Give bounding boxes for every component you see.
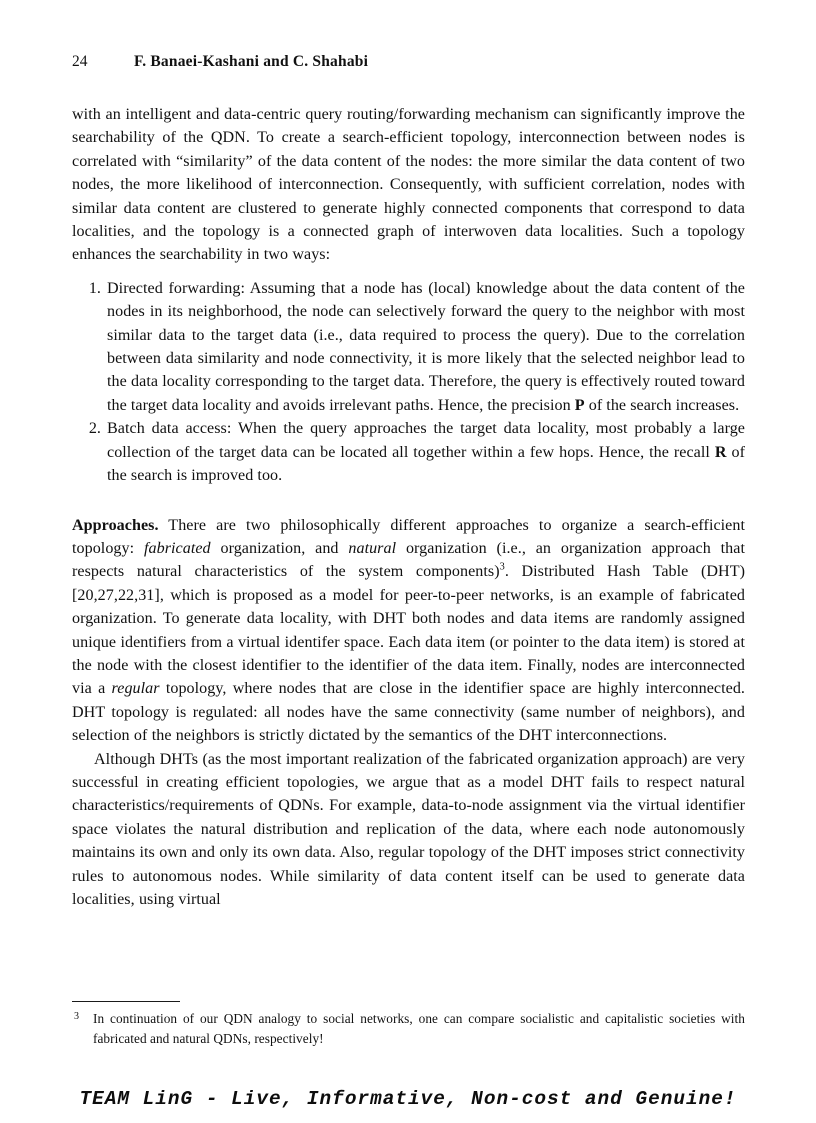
numbered-list	[72, 277, 745, 488]
term-fabricated: fabricated	[143, 539, 211, 557]
list-item-marker: 2.	[88, 420, 101, 438]
spacer	[72, 488, 745, 514]
approaches-seg-2: organization, and	[210, 539, 349, 557]
footnote	[72, 1009, 745, 1048]
precision-symbol: P	[574, 396, 585, 414]
list-item-text-part1: Directed forwarding: Assuming that a node has (local) knowledge about the data content of the nodes in its neighborhood, the node can selectively forward the query to the neighbor with most similar data to the target data (i.e., data required to process the query). Due to the correlation between data similarity and node connectivity, it is more likely that the selected neighbor lead to the data locality corresponding to the target data. Therefore, the query is effectively routed toward the target data locality and avoids irrelevant paths. Hence, the precision	[107, 279, 745, 414]
list-item	[72, 417, 745, 487]
approaches-seg-5: topology, where nodes that are close in the identifier space are highly interconnected. DHT topology is regulated: all nodes have the same connectivity (same number of neighbors), and selection of the neighbors is strictly dictated by the semantics of the DHT interconnections.	[72, 680, 746, 745]
running-head	[72, 52, 744, 72]
footnote-zone	[72, 1001, 745, 1048]
approaches-seg-1: There are two philosophically different approaches to organize a search-efficient topology:	[72, 516, 745, 557]
footer-banner: TEAM LinG - Live, Informative, Non-cost and Genuine!	[79, 1088, 737, 1110]
footnote-marker: 3	[74, 1011, 80, 1022]
footnote-separator-rule	[72, 1001, 180, 1002]
running-head-authors: F. Banaei-Kashani and C. Shahabi	[134, 53, 369, 70]
list-item-text-part2: of the search increases.	[584, 396, 740, 414]
dht-critique-paragraph: Although DHTs (as the most important realization of the fabricated organization approach) are very successful in creating efficient topologies, we argue that as a model DHT fails to respect natural characteristics/requirements of QDNs. For example, data-to-node assignment via the virtual identifier space violates the natural distribution and replication of the data, where each node autonomously maintains its own and only its own data. Also, regular topology of the DHT imposes strict connectivity rules to autonomous nodes. While similarity of data content itself can be used to generate data localities, using virtual	[72, 750, 745, 908]
approaches-lead-in: Approaches.	[72, 516, 159, 534]
page-number: 24	[72, 53, 88, 70]
approaches-seg-4: . Distributed Hash Table (DHT) [20,27,22,31], which is proposed as a model for peer-to-peer networks, is an example of fabricated organization. To generate data locality, with DHT both nodes and data items are randomly assigned unique identifiers from a virtual identifer space. Each data item (or pointer to the data item) is stored at the node with the closest identifier to the identifier of the data item. Finally, nodes are interconnected via a	[72, 563, 746, 698]
list-item-text-part2: of the search is improved too.	[107, 443, 745, 485]
list-item	[72, 277, 745, 417]
footnote-reference: 3	[499, 561, 505, 573]
list-item-text-part1: Batch data access: When the query approaches the target data locality, most probably a large collection of the target data can be located all together within a few hops. Hence, the recall	[107, 420, 745, 461]
list-item-marker: 1.	[88, 279, 101, 297]
term-regular: regular	[111, 680, 160, 698]
recall-symbol: R	[714, 443, 727, 461]
approaches-paragraph	[72, 514, 745, 748]
footnote-text: In continuation of our QDN analogy to social networks, one can compare socialistic and capitalistic societies with fabricated and natural QDNs, respectively!	[93, 1011, 745, 1046]
term-natural: natural	[348, 539, 397, 557]
approaches-seg-3: organization (i.e., an organization approach that respects natural characteristics of the system components)	[72, 539, 745, 581]
paragraph-continuation: with an intelligent and data-centric query routing/forwarding mechanism can significantly improve the searchability of the QDN. To create a search-efficient topology, interconnection between nodes is correlated with “similarity” of the data content of the nodes: the more similar the data content of two nodes, the more likelihood of interconnection. Consequently, with sufficient correlation, nodes with similar data content are clustered to generate highly connected components that correspond to data localities, and the topology is a connected graph of interwoven data localities. Such a topology enhances the searchability in two ways:	[72, 106, 745, 264]
text-column	[72, 103, 745, 911]
spacer	[72, 267, 745, 277]
